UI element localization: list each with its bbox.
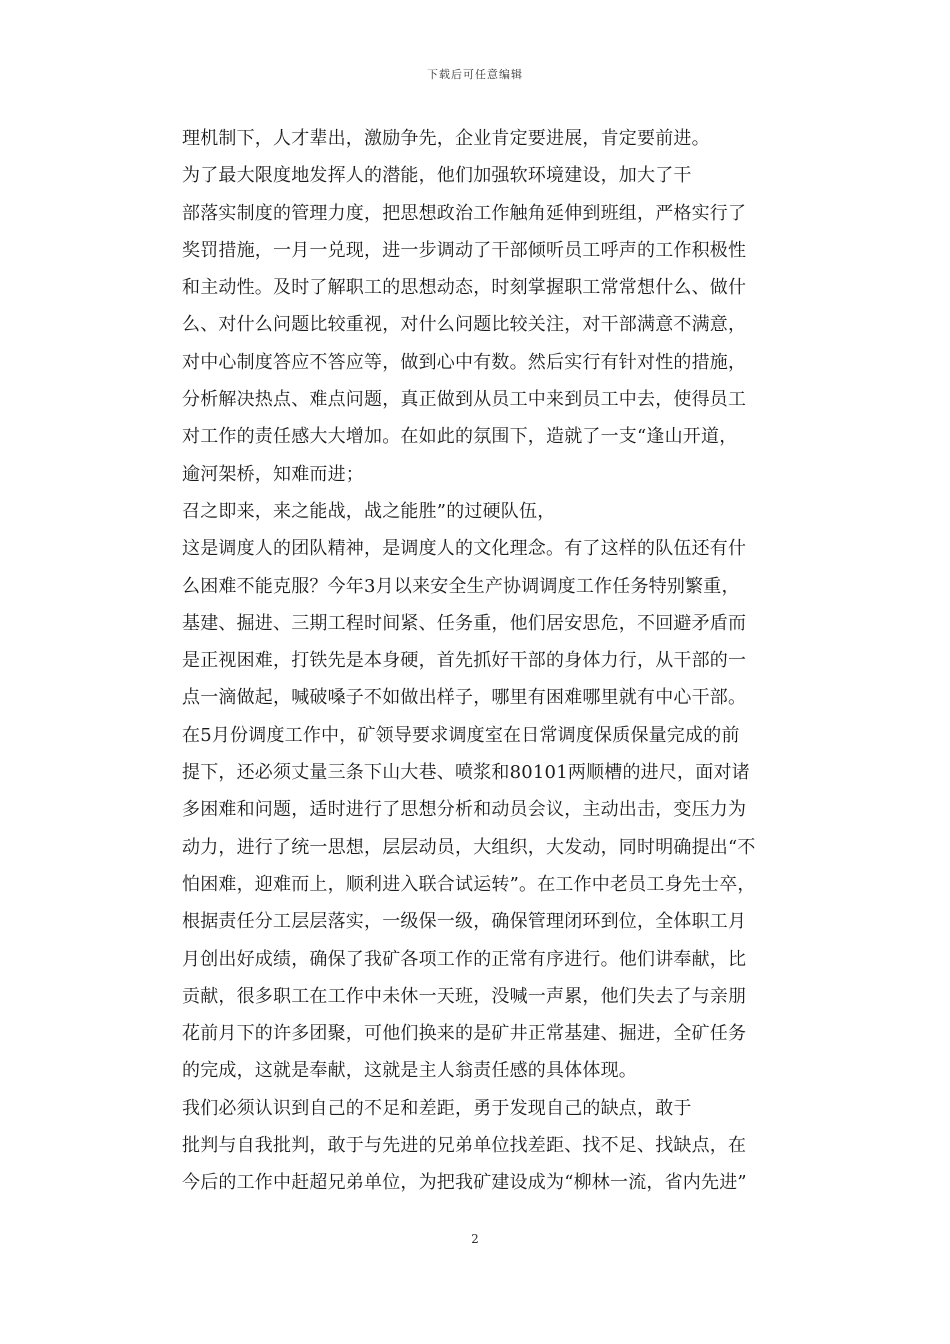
text-line: 根据责任分工层层落实，一级保一级，确保管理闭环到位，全体职工月	[182, 911, 747, 933]
text-line: 月创出好成绩，确保了我矿各项工作的正常有序进行。他们讲奉献，比	[182, 948, 747, 970]
text-line: 召之即来，来之能战，战之能胜”的过硬队伍，	[182, 500, 556, 522]
text-line: 么、对什么问题比较重视，对什么问题比较关注，对干部满意不满意，	[182, 314, 747, 336]
text-line: 多困难和问题，适时进行了思想分析和动员会议，主动出击，变压力为	[182, 799, 747, 821]
text-line: 提下，还必须丈量三条下山大巷、喷浆和80101两顺槽的进尺，面对诸	[182, 762, 750, 784]
text-line: 为了最大限度地发挥人的潜能，他们加强软环境建设，加大了干	[182, 165, 692, 187]
text-line: 奖罚措施，一月一兑现，进一步调动了干部倾听员工呼声的工作积极性	[182, 239, 747, 261]
text-line: 在5月份调度工作中，矿领导要求调度室在日常调度保质保量完成的前	[182, 724, 740, 746]
page-number: 2	[471, 1232, 479, 1246]
text-line: 贡献，很多职工在工作中未休一天班，没喊一声累，他们失去了与亲朋	[182, 985, 747, 1007]
text-line: 么困难不能克服？今年3月以来安全生产协调调度工作任务特别繁重，	[182, 575, 740, 597]
text-line: 部落实制度的管理力度，把思想政治工作触角延伸到班组，严格实行了	[182, 202, 747, 224]
text-line: 这是调度人的团队精神，是调度人的文化理念。有了这样的队伍还有什	[182, 538, 747, 560]
text-line: 分析解决热点、难点问题，真正做到从员工中来到员工中去，使得员工	[182, 389, 747, 411]
text-line: 和主动性。及时了解职工的思想动态，时刻掌握职工常常想什么、做什	[182, 277, 747, 299]
page-header: 下载后可任意编辑	[427, 68, 523, 81]
text-line: 我们必须认识到自己的不足和差距，勇于发现自己的缺点，敢于	[182, 1097, 692, 1119]
text-line: 点一滴做起，喊破嗓子不如做出样子，哪里有困难哪里就有中心干部。	[182, 687, 747, 709]
text-line: 基建、掘进、三期工程时间紧、任务重，他们居安思危，不回避矛盾而	[182, 612, 747, 634]
text-line: 的完成，这就是奉献，这就是主人翁责任感的具体体现。	[182, 1060, 637, 1082]
text-line: 批判与自我批判，敢于与先进的兄弟单位找差距、找不足、找缺点，在	[182, 1135, 747, 1157]
document-body	[182, 120, 822, 1202]
text-line: 对工作的责任感大大增加。在如此的氛围下，造就了一支“逢山开道，	[182, 426, 738, 448]
text-line: 对中心制度答应不答应等，做到心中有数。然后实行有针对性的措施，	[182, 351, 747, 373]
text-line: 是正视困难，打铁先是本身硬，首先抓好干部的身体力行，从干部的一	[182, 650, 747, 672]
text-line: 花前月下的许多团聚，可他们换来的是矿井正常基建、掘进，全矿任务	[182, 1023, 747, 1045]
text-line: 今后的工作中赶超兄弟单位，为把我矿建设成为“柳林一流，省内先进”	[182, 1172, 747, 1194]
text-line: 动力，进行了统一思想，层层动员，大组织，大发动，同时明确提出“不	[182, 836, 756, 858]
text-line: 理机制下，人才辈出，激励争先，企业肯定要进展，肯定要前进。	[182, 128, 710, 149]
text-line: 逾河架桥，知难而进；	[182, 463, 364, 485]
text-line: 怕困难，迎难而上，顺利进入联合试运转”。在工作中老员工身先士卒，	[182, 873, 756, 895]
